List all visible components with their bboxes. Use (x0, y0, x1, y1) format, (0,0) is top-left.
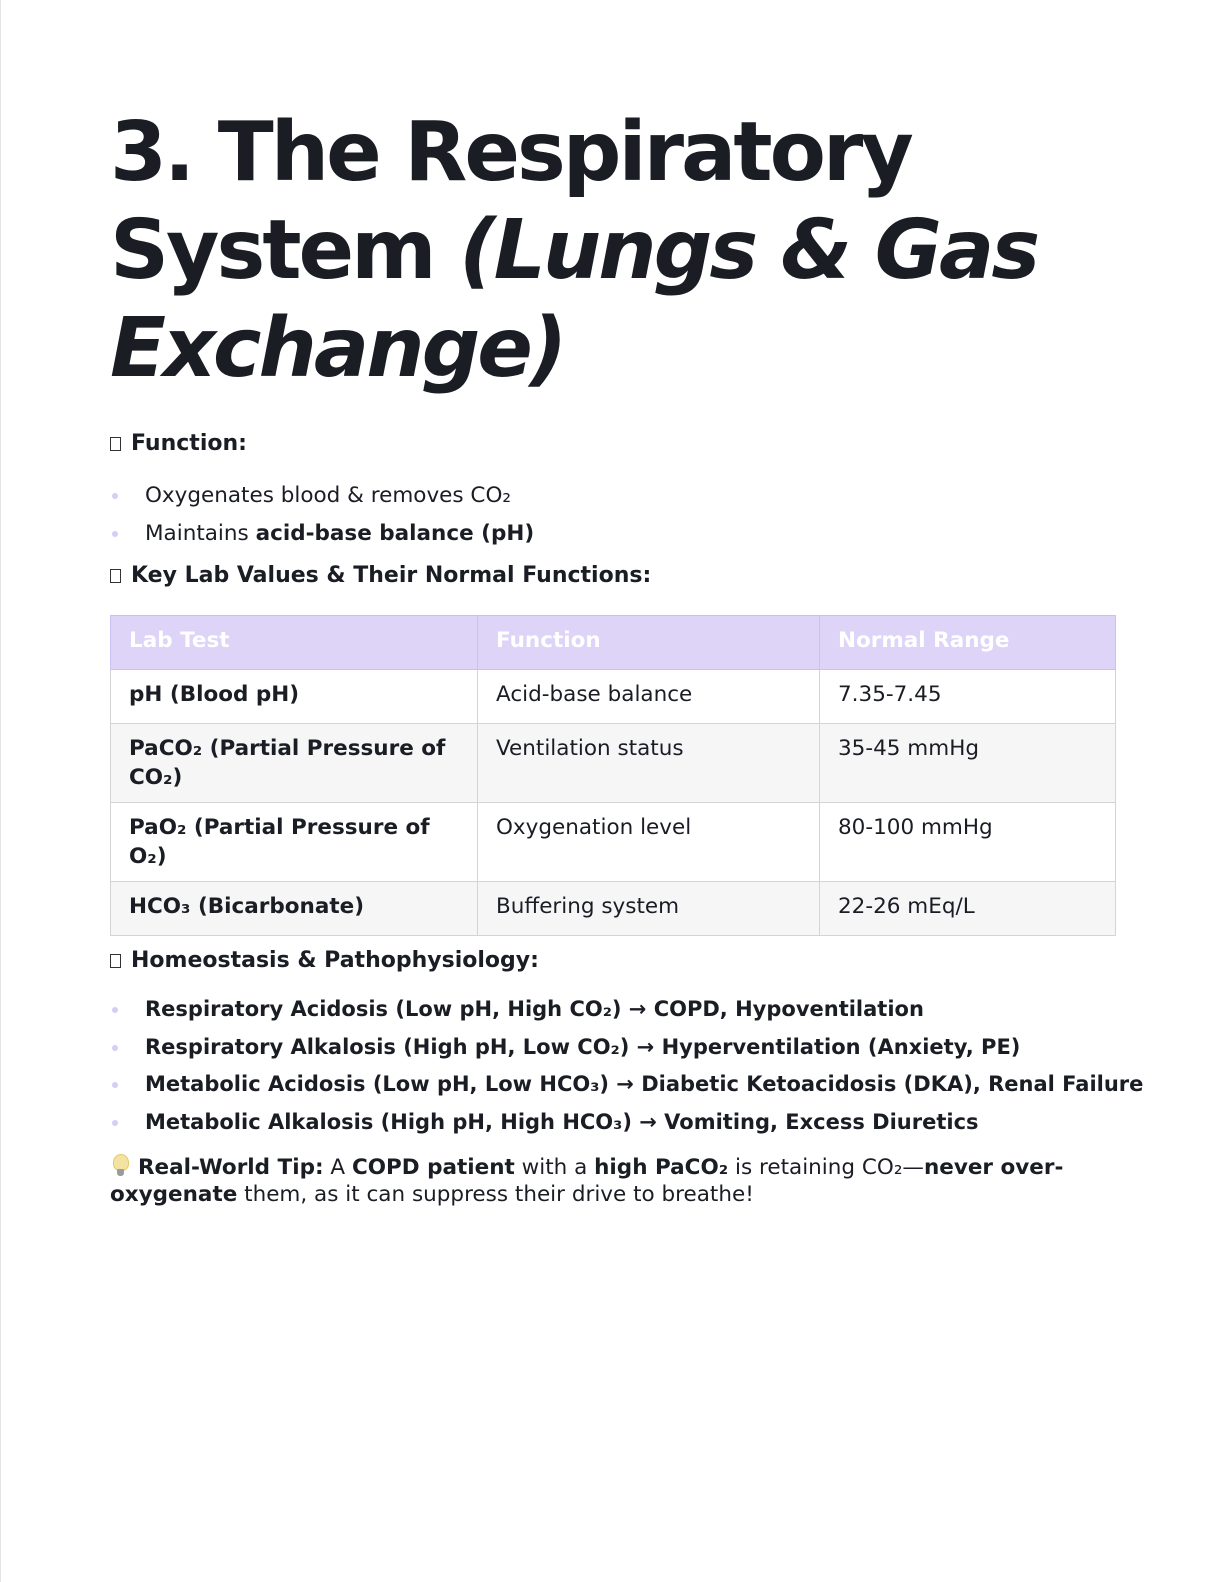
bullet-dot (112, 1007, 118, 1013)
box-icon (110, 437, 121, 451)
tip-text: is retaining CO₂— (728, 1155, 924, 1180)
list-item (110, 1066, 1144, 1104)
bullet-dot (112, 1082, 118, 1088)
table-row (111, 724, 1116, 803)
function-list (110, 477, 1114, 552)
column-header-lab-test: Lab Test (111, 616, 478, 670)
list-item (110, 1029, 1114, 1067)
lightbulb-icon (110, 1154, 130, 1178)
cell-normal-range: 22-26 mEq/L (820, 882, 1116, 936)
function-item-prefix: Maintains (145, 520, 256, 546)
title-line-2-plain: System (110, 203, 434, 298)
list-item (110, 477, 1114, 515)
column-header-function: Function (478, 616, 820, 670)
bullet-dot (112, 493, 118, 499)
tip-bold: high PaCO₂ (594, 1155, 729, 1180)
page-edge (0, 0, 1, 1582)
tip-text: with a (514, 1155, 595, 1180)
table-header-row (111, 616, 1116, 670)
homeostasis-item-text: Metabolic Acidosis (Low pH, Low HCO₃) → Diabetic Ketoacidosis (DKA), Renal Failure (145, 1072, 1144, 1096)
table-row (111, 882, 1116, 936)
table-row (111, 803, 1116, 882)
homeostasis-item-text: Respiratory Alkalosis (High pH, Low CO₂) → Hyperventilation (Anxiety, PE) (145, 1034, 1021, 1059)
box-icon (110, 569, 121, 583)
cell-lab-test: HCO₃ (Bicarbonate) (111, 882, 478, 936)
list-item (110, 991, 1114, 1029)
tip-text: them, as it can suppress their drive to breathe! (237, 1182, 754, 1207)
bullet-dot (112, 1045, 118, 1051)
function-heading (110, 429, 1114, 459)
bullet-dot (112, 1120, 118, 1126)
tip-text: A (323, 1155, 352, 1180)
list-item (110, 515, 1114, 553)
cell-normal-range: 80-100 mmHg (820, 803, 1116, 882)
cell-lab-test: PaO₂ (Partial Pressure of O₂) (111, 803, 478, 882)
function-item-bold: acid-base balance (pH) (255, 520, 535, 546)
homeostasis-heading (110, 946, 1114, 976)
cell-normal-range: 7.35-7.45 (820, 670, 1116, 724)
homeostasis-list (110, 991, 1144, 1141)
cell-lab-test: PaCO₂ (Partial Pressure of CO₂) (111, 724, 478, 803)
document-content (110, 104, 1144, 1208)
homeostasis-heading-label: Homeostasis & Pathophysiology: (131, 948, 539, 973)
table-row (111, 670, 1116, 724)
box-icon (110, 954, 121, 968)
bullet-dot (112, 531, 118, 537)
homeostasis-item-text: Respiratory Acidosis (Low pH, High CO₂) → COPD, Hypoventilation (145, 997, 924, 1021)
cell-lab-test: pH (Blood pH) (111, 670, 478, 724)
column-header-normal-range: Normal Range (820, 616, 1116, 670)
cell-function: Acid-base balance (478, 670, 820, 724)
list-item (110, 1104, 1114, 1142)
lab-values-heading-label: Key Lab Values & Their Normal Functions: (131, 563, 652, 588)
lab-values-heading (110, 561, 1114, 591)
cell-normal-range: 35-45 mmHg (820, 724, 1116, 803)
homeostasis-item-text: Metabolic Alkalosis (High pH, High HCO₃) → Vomiting, Excess Diuretics (145, 1109, 979, 1134)
title-line-2-italic: (Lungs & Gas (459, 203, 1038, 298)
cell-function: Ventilation status (478, 724, 820, 803)
lab-values-table (110, 615, 1116, 936)
real-world-tip (110, 1154, 1120, 1208)
tip-bold: never over-oxygenate (110, 1155, 1064, 1207)
tip-bold: COPD patient (351, 1155, 515, 1180)
cell-function: Oxygenation level (478, 803, 820, 882)
title-line-1: 3. The Respiratory (110, 105, 911, 200)
tip-label: Real-World Tip: (138, 1155, 324, 1180)
page-title (110, 104, 1114, 398)
function-heading-label: Function: (131, 431, 247, 456)
cell-function: Buffering system (478, 882, 820, 936)
function-item-text: Oxygenates blood & removes CO₂ (145, 483, 511, 508)
title-line-3-italic: Exchange) (110, 301, 565, 396)
